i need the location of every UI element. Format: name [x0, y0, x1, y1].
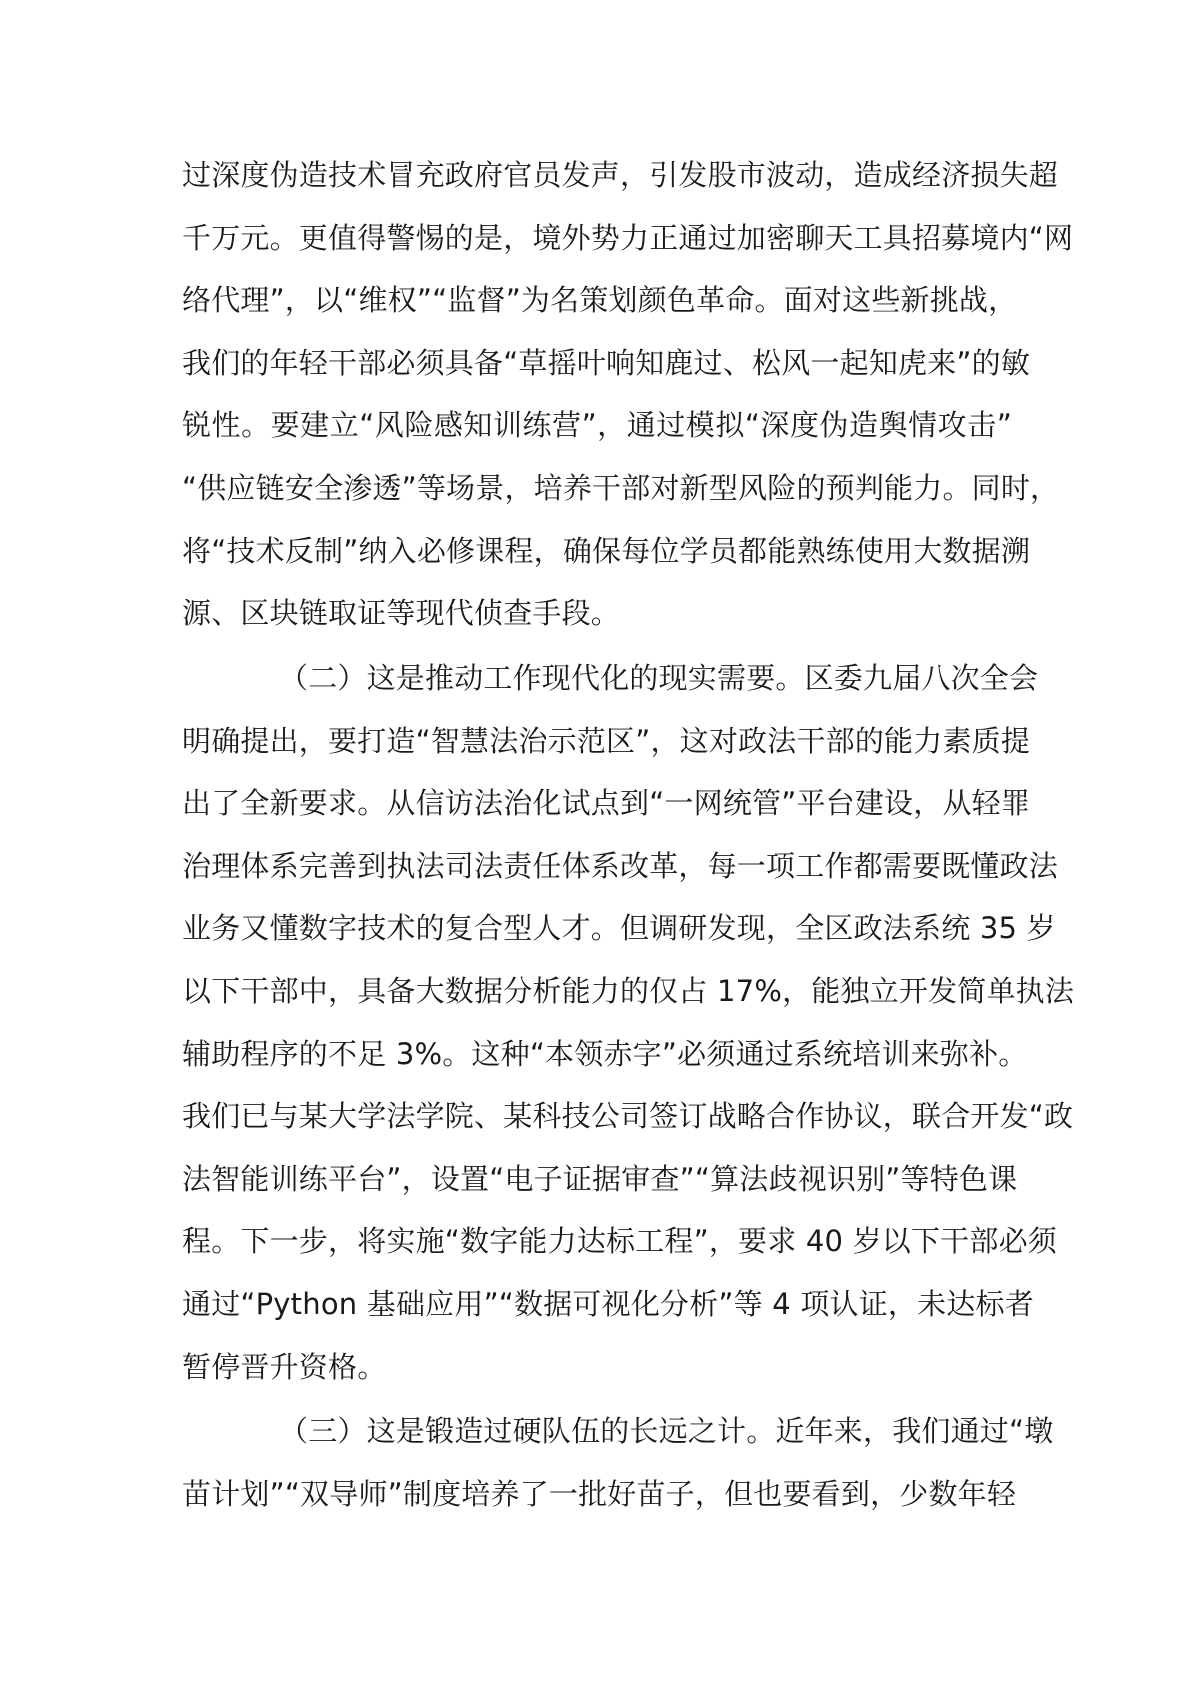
paragraph-line: 出了全新要求。从信访法治化试点到“一网统管”平台建设，从轻罪: [182, 786, 1031, 821]
paragraph-line: 业务又懂数字技术的复合型人才。但调研发现，全区政法系统 35 岁: [182, 911, 1056, 946]
paragraph-line: 程。下一步，将实施“数字能力达标工程”，要求 40 岁以下干部必须: [182, 1224, 1057, 1259]
paragraph-line: （二）这是推动工作现代化的现实需要。区委九届八次全会: [279, 661, 1039, 695]
paragraph-line: 辅助程序的不足 3%。这种“本领赤字”必须通过系统培训来弥补。: [182, 1036, 1028, 1071]
paragraph-line: 暂停晋升资格。: [182, 1349, 387, 1384]
paragraph-line: 锐性。要建立“风险感知训练营”，通过模拟“深度伪造舆情攻击”: [182, 408, 1012, 443]
paragraph-line: 法智能训练平台”，设置“电子证据审查”“算法歧视识别”等特色课: [182, 1161, 1018, 1196]
paragraph-line: 治理体系完善到执法司法责任体系改革，每一项工作都需要既懂政法: [182, 848, 1059, 883]
paragraph-3: [182, 1400, 1054, 1525]
paragraph-2: [182, 647, 1075, 1398]
paragraph-line: 千万元。更值得警惕的是，境外势力正通过加密聊天工具招募境内“网: [182, 220, 1074, 255]
paragraph-line: 以下干部中，具备大数据分析能力的仅占 17%，能独立开发简单执法: [182, 973, 1075, 1008]
paragraph-line: “供应链安全渗透”等场景，培养干部对新型风险的预判能力。同时，: [182, 470, 1060, 505]
paragraph-line: 络代理”，以“维权”“监督”为名策划颜色革命。面对这些新挑战，: [182, 283, 1018, 318]
paragraph-line: 通过“Python 基础应用”“数据可视化分析”等 4 项认证，未达标者: [182, 1286, 1034, 1321]
paragraph-1: [182, 144, 1074, 645]
paragraph-line: 我们已与某大学法学院、某科技公司签订战略合作协议，联合开发“政: [182, 1099, 1074, 1134]
paragraph-line: 苗计划”“双导师”制度培养了一批好苗子，但也要看到，少数年轻: [182, 1476, 1017, 1511]
paragraph-line: 将“技术反制”纳入必修课程，确保每位学员都能熟练使用大数据溯: [182, 533, 1031, 568]
paragraph-line: 源、区块链取证等现代侦查手段。: [182, 596, 621, 631]
paragraph-line: 我们的年轻干部必须具备“草摇叶响知鹿过、松风一起知虎来”的敏: [182, 345, 1031, 380]
paragraph-line: 过深度伪造技术冒充政府官员发声，引发股市波动，造成经济损失超: [182, 158, 1059, 192]
paragraph-line: （三）这是锻造过硬队伍的长远之计。近年来，我们通过“墩: [279, 1414, 1054, 1448]
paragraph-line: 明确提出，要打造“智慧法治示范区”，这对政法干部的能力素质提: [182, 723, 1031, 758]
